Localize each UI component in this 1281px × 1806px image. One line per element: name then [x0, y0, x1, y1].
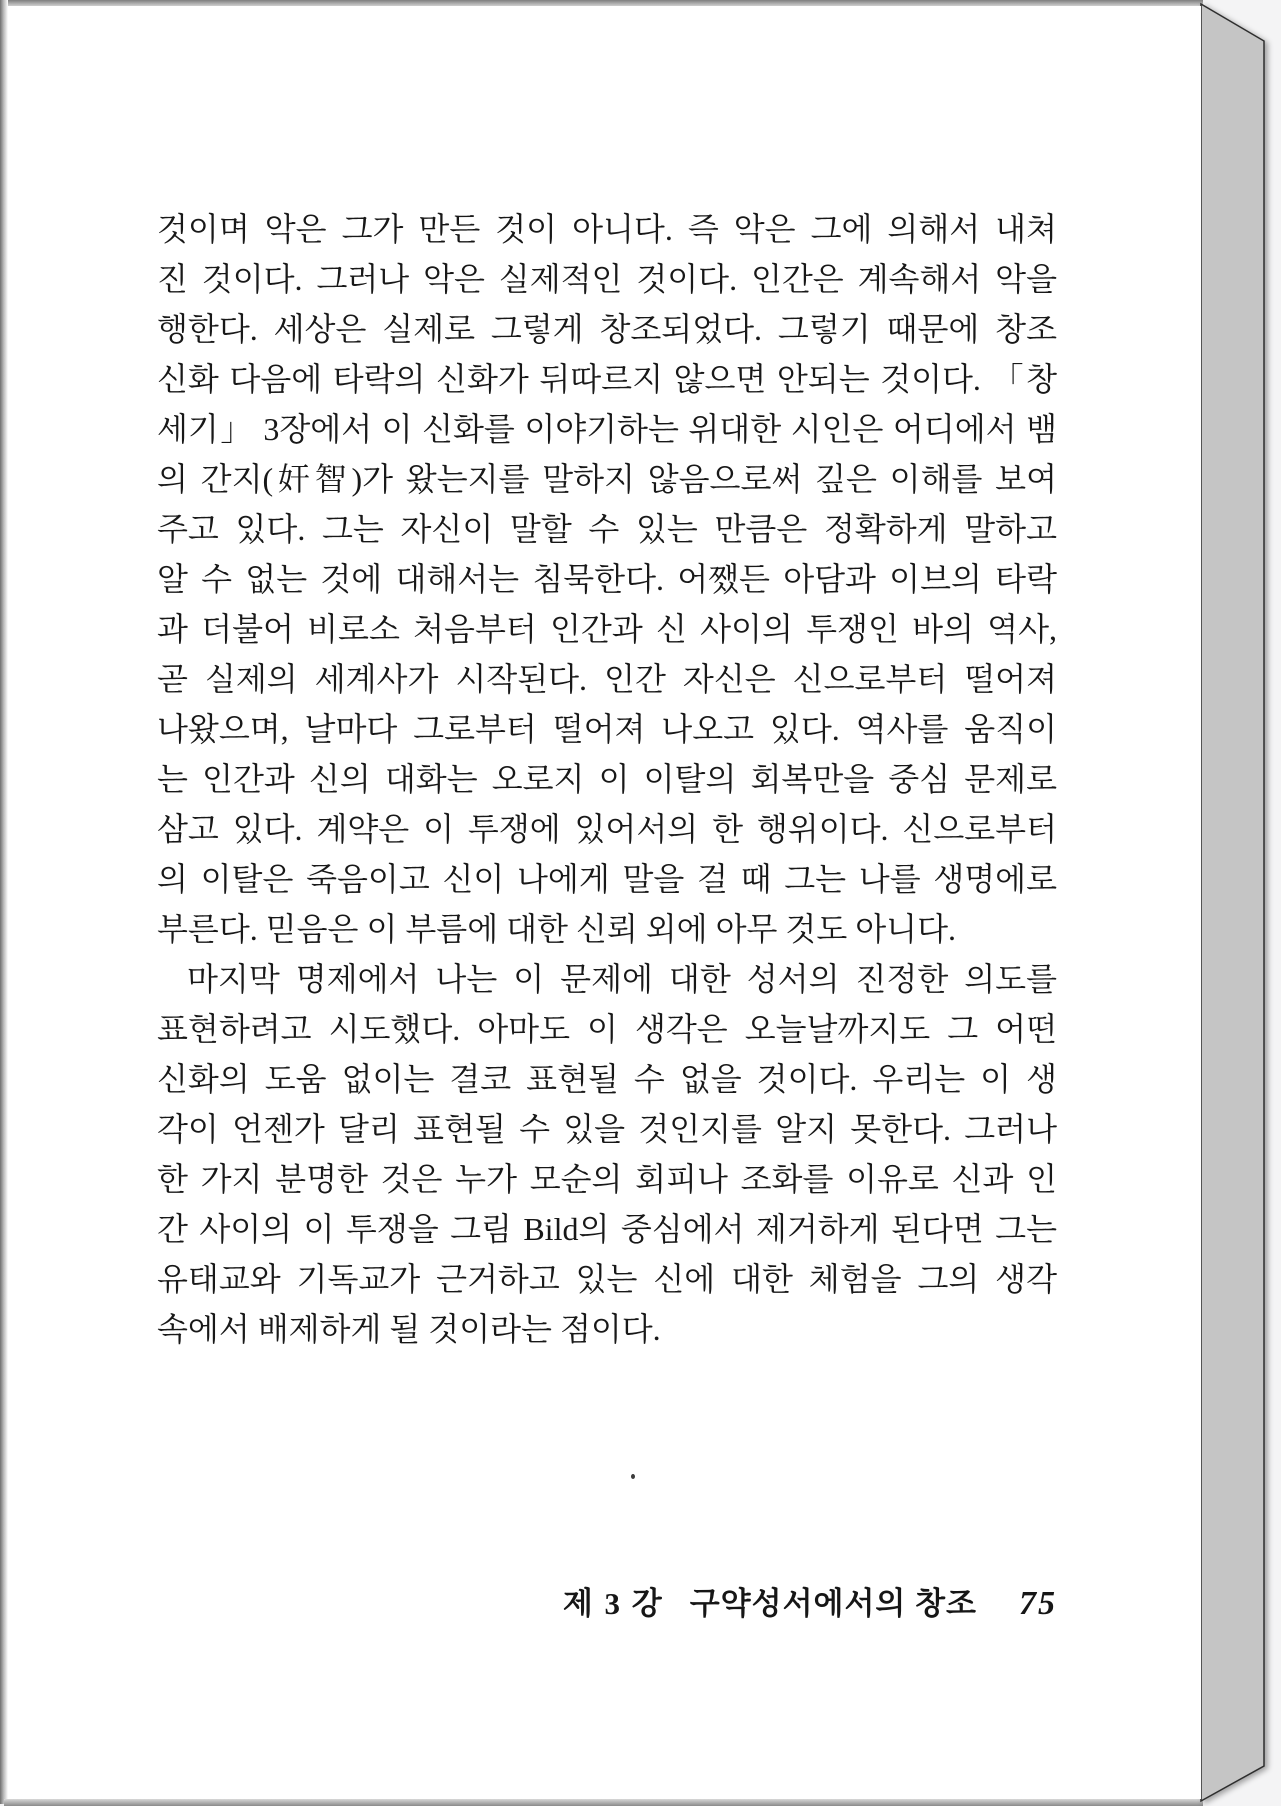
- text-line: 속에서 배제하게 될 것이라는 점이다.: [157, 1311, 661, 1347]
- text-line: 행한다. 세상은 실제로 그렇게 창조되었다. 그렇기 때문에 창조: [157, 311, 1057, 347]
- text-line: 마지막 명제에서 나는 이 문제에 대한 성서의 진정한 의도를: [187, 961, 1057, 997]
- text-line: 나왔으며, 날마다 그로부터 떨어져 나오고 있다. 역사를 움직이: [157, 711, 1057, 747]
- text-line: 주고 있다. 그는 자신이 말할 수 있는 만큼은 정확하게 말하고: [157, 511, 1057, 547]
- text-line: 간 사이의 이 투쟁을 그림 Bild의 중심에서 제거하게 된다면 그는: [157, 1211, 1057, 1247]
- text-line: 의 이탈은 죽음이고 신이 나에게 말을 걸 때 그는 나를 생명에로: [157, 861, 1057, 897]
- text-line: 곧 실제의 세계사가 시작된다. 인간 자신은 신으로부터 떨어져: [157, 661, 1057, 697]
- text-line: 것이며 악은 그가 만든 것이 아니다. 즉 악은 그에 의해서 내쳐: [157, 211, 1057, 247]
- chapter-title: 구약성서에서의 창조: [689, 1586, 977, 1621]
- paragraph-2: [157, 954, 1057, 1354]
- page-number: 75: [1019, 1585, 1057, 1622]
- page-footer: [157, 1582, 1057, 1626]
- text-line: 한 가지 분명한 것은 누가 모순의 회피나 조화를 이유로 신과 인: [157, 1161, 1057, 1197]
- text-line: 유태교와 기독교가 근거하고 있는 신에 대한 체험을 그의 생각: [157, 1261, 1057, 1297]
- text-line: 의 간지(奸智)가 왔는지를 말하지 않음으로써 깊은 이해를 보여: [157, 461, 1057, 497]
- chapter-label: 제 3 강: [562, 1586, 664, 1621]
- text-line: 과 더불어 비로소 처음부터 인간과 신 사이의 투쟁인 바의 역사,: [157, 611, 1057, 647]
- text-line: 부른다. 믿음은 이 부름에 대한 신뢰 외에 아무 것도 아니다.: [157, 911, 956, 947]
- fore-edge-shape: [1201, 4, 1264, 1801]
- text-line: 각이 언젠가 달리 표현될 수 있을 것인지를 알지 못한다. 그러나: [157, 1111, 1057, 1147]
- text-line: 표현하려고 시도했다. 아마도 이 생각은 오늘날까지도 그 어떤: [157, 1011, 1057, 1047]
- text-line: 진 것이다. 그러나 악은 실제적인 것이다. 인간은 계속해서 악을: [157, 261, 1057, 297]
- page-text: [157, 204, 1057, 1354]
- text-line: 세기」 3장에서 이 신화를 이야기하는 위대한 시인은 어디에서 뱀: [157, 411, 1057, 447]
- text-line: 신화의 도움 없이는 결코 표현될 수 없을 것이다. 우리는 이 생: [157, 1061, 1057, 1097]
- text-line: 삼고 있다. 계약은 이 투쟁에 있어서의 한 행위이다. 신으로부터: [157, 811, 1057, 847]
- paragraph-1: [157, 204, 1057, 954]
- ink-speck: [631, 1474, 635, 1479]
- text-line: 알 수 없는 것에 대해서는 침묵한다. 어쨌든 아담과 이브의 타락: [157, 561, 1057, 597]
- text-line: 신화 다음에 타락의 신화가 뒤따르지 않으면 안되는 것이다. 「창: [157, 361, 1057, 397]
- text-line: 는 인간과 신의 대화는 오로지 이 이탈의 회복만을 중심 문제로: [157, 761, 1057, 797]
